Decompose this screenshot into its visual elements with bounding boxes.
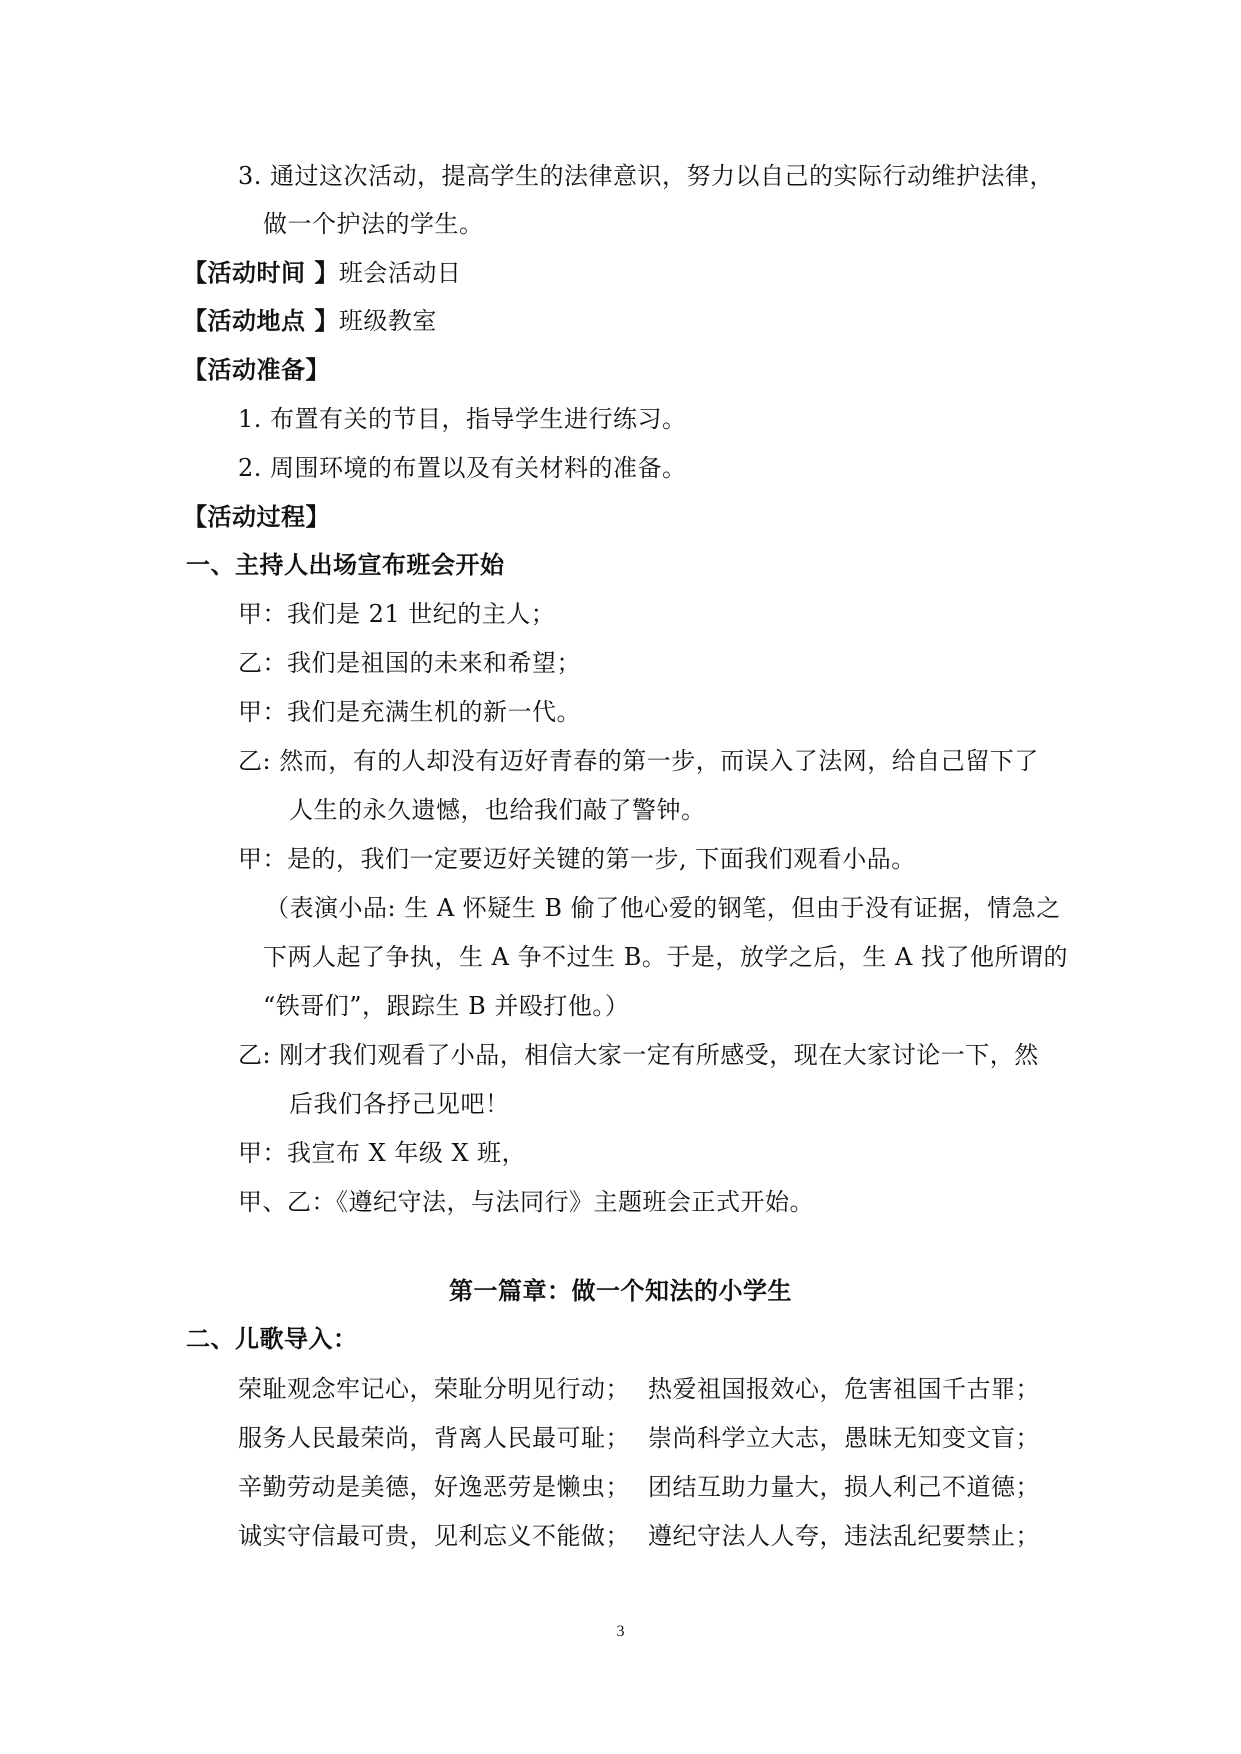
- rhyme-right: 热爱祖国报效心，危害祖国千古罪；: [648, 1375, 1040, 1403]
- activity-place-label: 【活动地点 】: [183, 307, 339, 335]
- activity-prep-label: 【活动准备】: [183, 356, 330, 384]
- activity-process-label: 【活动过程】: [183, 503, 330, 531]
- dialogue-line-8: 甲、乙：《遵纪守法，与法同行》主题班会正式开始。: [238, 1188, 814, 1216]
- rhyme-left: 荣耻观念牢记心，荣耻分明见行动；: [238, 1375, 630, 1403]
- dialogue-line-4: 乙: 然而，有的人却没有迈好青春的第一步，而误入了法网，给自己留下了: [238, 747, 1039, 775]
- rhyme-right: 团结互助力量大，损人利己不道德；: [648, 1473, 1040, 1501]
- skit-description-line-1: （表演小品: 生 A 怀疑生 B 偷了他心爱的钢笔，但由于没有证据，情急之: [265, 894, 1061, 922]
- dialogue-line-2: 乙：我们是祖国的未来和希望；: [238, 649, 581, 677]
- activity-time-value: 班会活动日: [338, 259, 462, 287]
- dialogue-line-4-cont: 人生的永久遗憾，也给我们敲了警钟。: [289, 796, 706, 824]
- rhyme-right: 遵纪守法人人夸，违法乱纪要禁止；: [648, 1522, 1040, 1550]
- skit-description-line-3: “铁哥们”，跟踪生 B 并殴打他。）: [263, 992, 630, 1020]
- rhyme-row-1: [238, 1373, 630, 1405]
- dialogue-line-6-cont: 后我们各抒己见吧！: [289, 1090, 510, 1118]
- chapter-1-title: 第一篇章：做一个知法的小学生: [449, 1277, 792, 1305]
- page-number: 3: [616, 1623, 625, 1640]
- objective-item-3-line-1: 3. 通过这次活动，提高学生的法律意识，努力以自己的实际行动维护法律，: [238, 162, 1055, 190]
- dialogue-line-7: 甲：我宣布 X 年级 X 班，: [238, 1139, 527, 1167]
- rhyme-right: 崇尚科学立大志，愚昧无知变文盲；: [648, 1424, 1040, 1452]
- rhyme-row-3: [238, 1471, 630, 1503]
- skit-description-line-2: 下两人起了争执，生 A 争不过生 B。于是，放学之后，生 A 找了他所谓的: [263, 943, 1068, 971]
- section-2-heading: 二、儿歌导入：: [186, 1325, 358, 1353]
- dialogue-line-1: 甲：我们是 21 世纪的主人；: [238, 600, 556, 628]
- activity-place-row: [183, 305, 437, 337]
- objective-item-3-line-2: 做一个护法的学生。: [263, 210, 484, 238]
- rhyme-left: 诚实守信最可贵，见利忘义不能做；: [238, 1522, 630, 1550]
- section-1-heading: 一、主持人出场宣布班会开始: [186, 551, 505, 579]
- dialogue-line-5: 甲：是的，我们一定要迈好关键的第一步, 下面我们观看小品。: [238, 845, 916, 873]
- rhyme-left: 服务人民最荣尚，背离人民最可耻；: [238, 1424, 630, 1452]
- dialogue-line-6: 乙: 刚才我们观看了小品，相信大家一定有所感受，现在大家讨论一下，然: [238, 1041, 1039, 1069]
- rhyme-row-1-right: [648, 1373, 1040, 1405]
- rhyme-left: 辛勤劳动是美德，好逸恶劳是懒虫；: [238, 1473, 630, 1501]
- activity-time-row: [183, 257, 461, 289]
- activity-place-value: 班级教室: [338, 307, 437, 335]
- rhyme-row-2-right: [648, 1422, 1040, 1454]
- prep-item-1: 1. 布置有关的节目，指导学生进行练习。: [238, 405, 687, 433]
- dialogue-line-3: 甲：我们是充满生机的新一代。: [238, 698, 581, 726]
- prep-item-2: 2. 周围环境的布置以及有关材料的准备。: [238, 454, 687, 482]
- rhyme-row-4-right: [648, 1520, 1040, 1552]
- rhyme-row-4: [238, 1520, 630, 1552]
- rhyme-row-3-right: [648, 1471, 1040, 1503]
- activity-time-label: 【活动时间 】: [183, 259, 339, 287]
- rhyme-row-2: [238, 1422, 630, 1454]
